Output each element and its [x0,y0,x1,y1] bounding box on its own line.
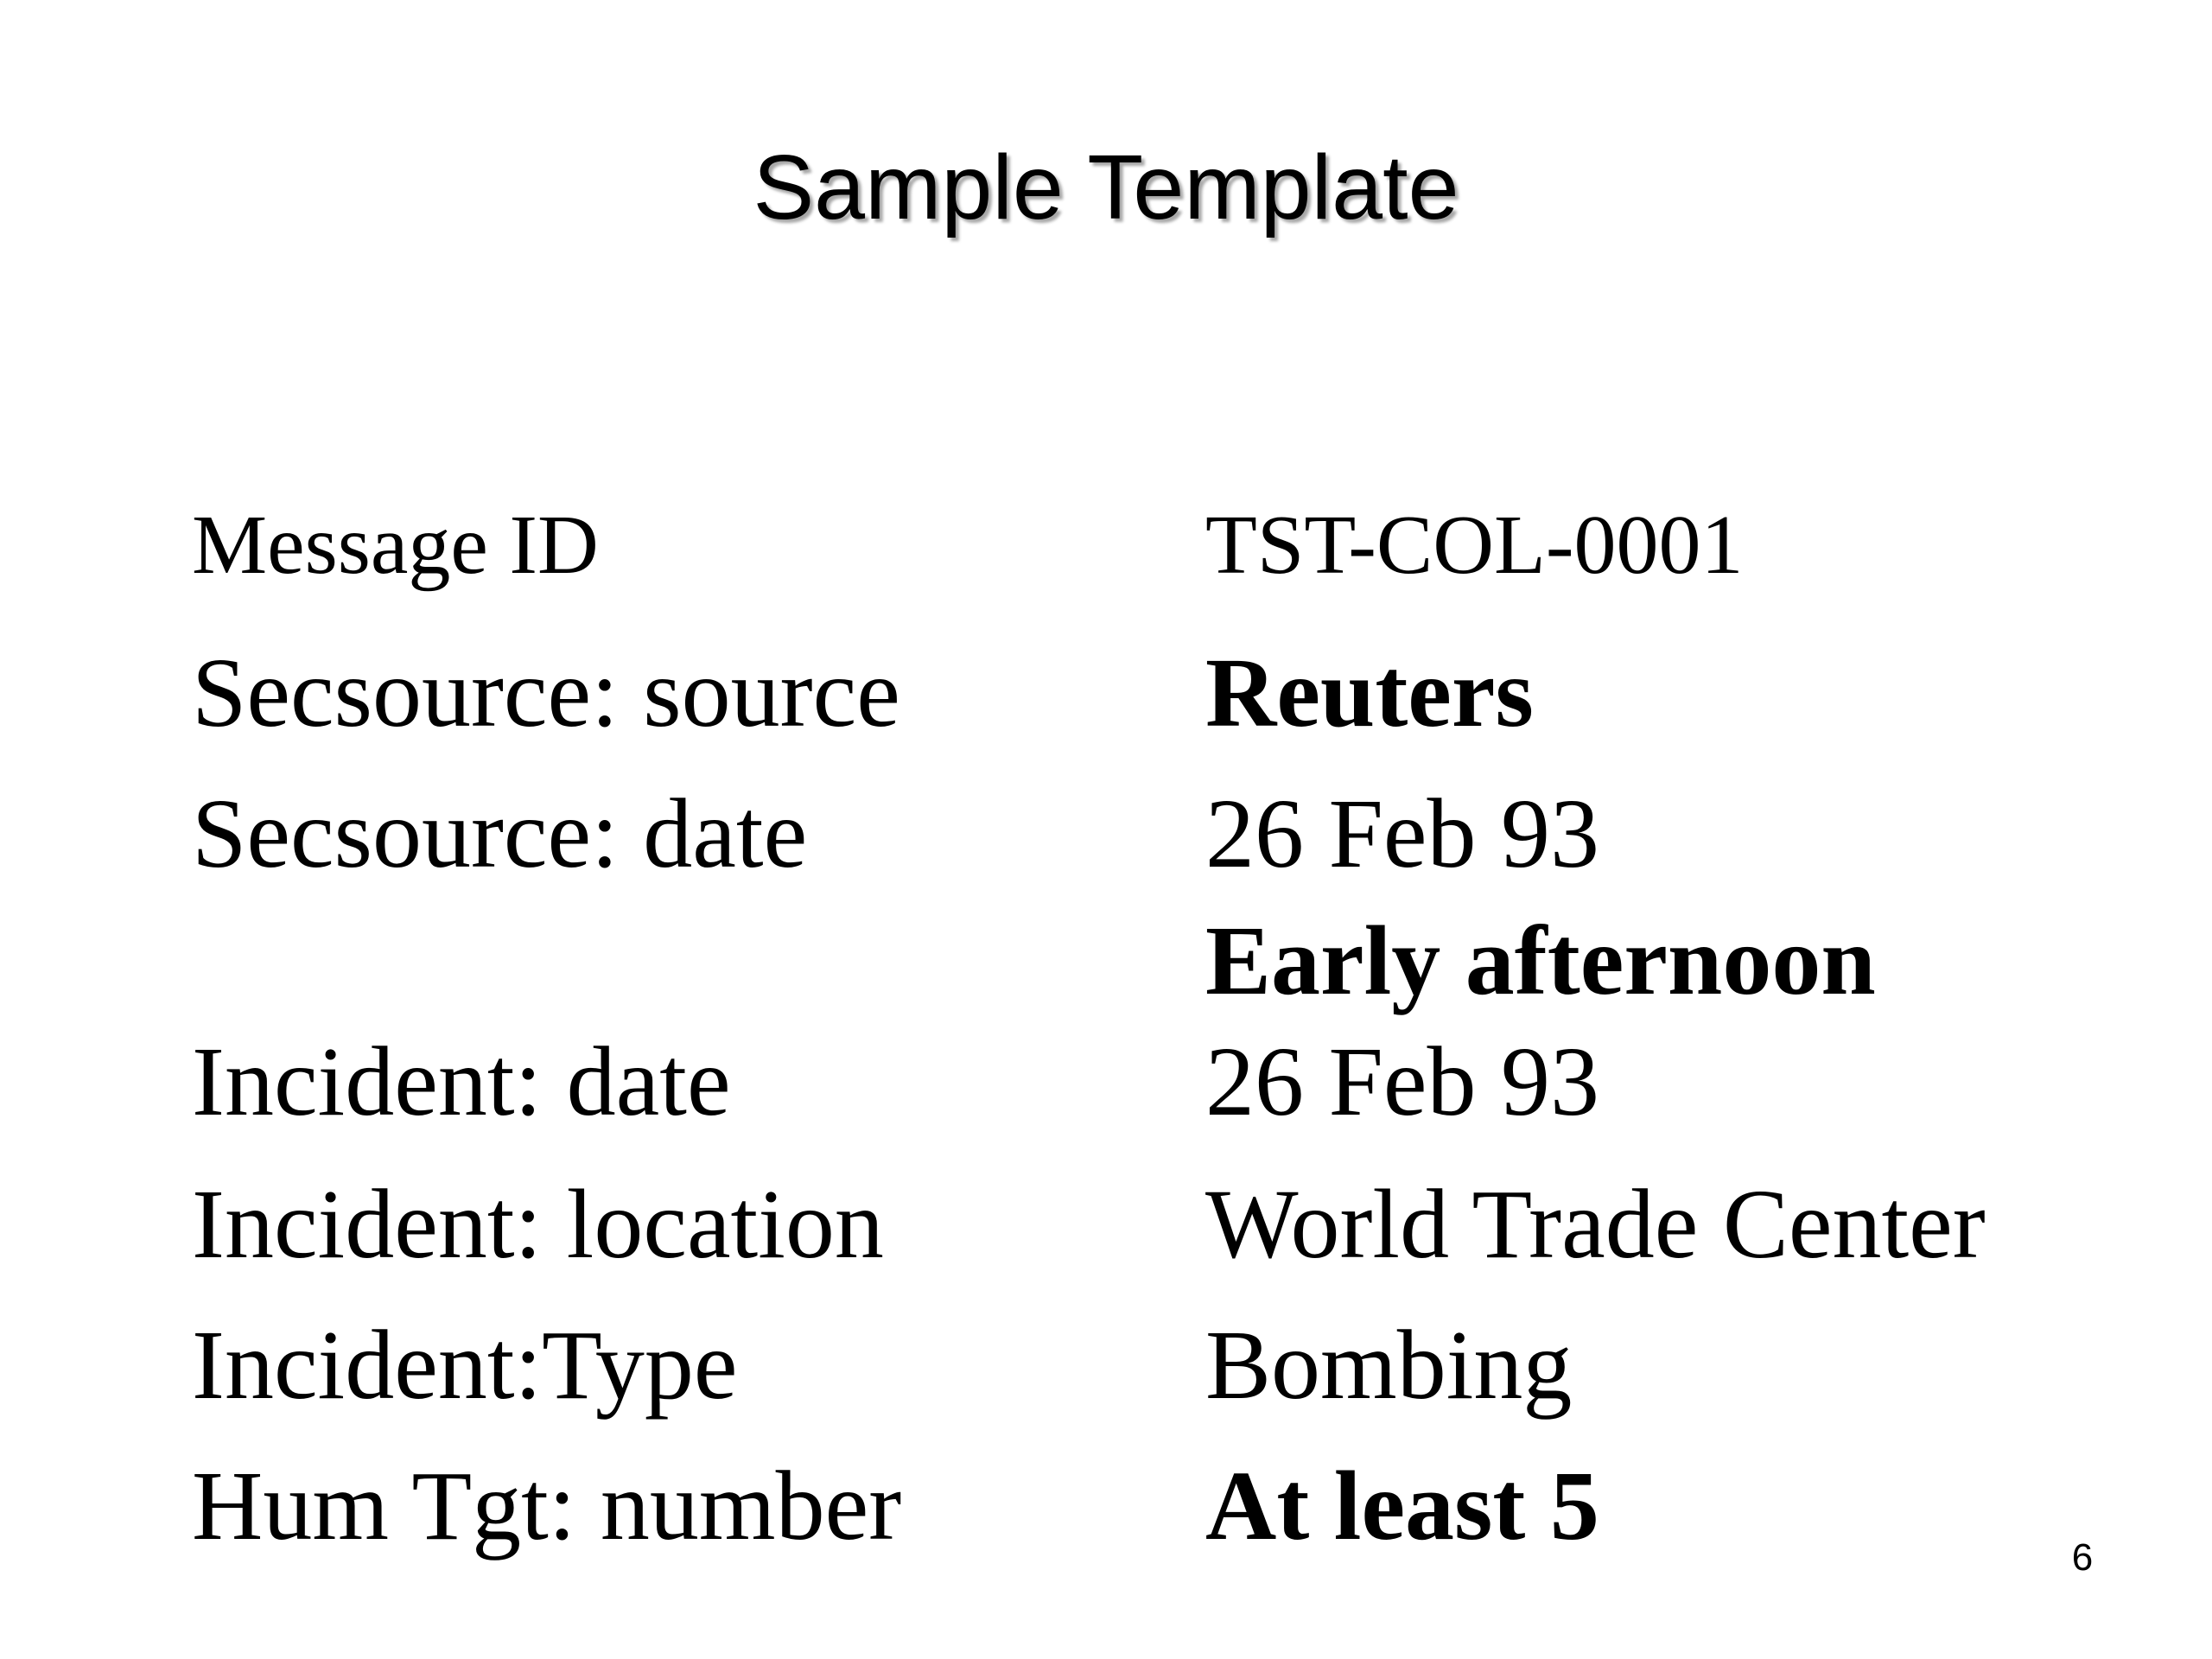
field-value-incident-date: 26 Feb 93 [1205,1027,1599,1136]
field-value-incident-location: World Trade Center [1205,1169,1986,1279]
field-value-secsource-date: 26 Feb 93 [1205,779,1599,888]
field-value-hum-tgt-number: At least 5 [1205,1451,1599,1560]
slide-title: Sample Template [753,137,1459,238]
page-number: 6 [2071,1536,2094,1579]
field-label-incident-type: Incident:Type [192,1310,738,1420]
field-label-hum-tgt-number: Hum Tgt: number [192,1451,902,1560]
field-value-incident-type: Bombing [1205,1310,1573,1420]
field-label-secsource-date: Secsource: date [192,779,808,888]
field-label-secsource-source: Secsource: source [192,638,900,747]
field-label-message-id: Message ID [192,499,599,592]
field-label-incident-location: Incident: location [192,1169,884,1279]
field-label-incident-date: Incident: date [192,1027,731,1136]
field-value-secsource-time: Early afternoon [1205,906,1876,1015]
field-value-message-id: TST-COL-0001 [1205,499,1744,592]
field-value-secsource-source: Reuters [1205,638,1534,747]
